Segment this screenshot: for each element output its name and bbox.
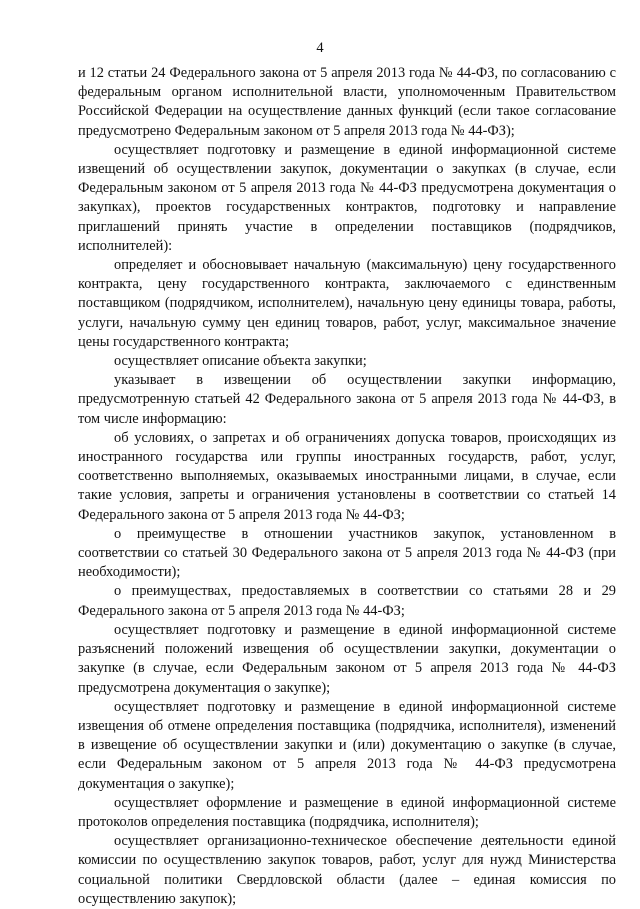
paragraph-publication-duties: осуществляет подготовку и размещение в единой информационной системе извещений об осуществлении закупок, документации о закупках (в случае, если Федеральным законом от 5 апреля 2013 года № 44-ФЗ предусмотрена документация о закупках), проектов государственных контрактов, подготовку и направление приглашений принять участие в определении поставщиков (подрядчиков, исполнителей): — [78, 141, 616, 254]
paragraph-notice-information: указывает в извещении об осуществлении закупки информацию, предусмотренную статьей 42 Федерального закона от 5 апреля 2013 года № 44-ФЗ, в том числе информацию: — [78, 372, 616, 427]
paragraph-foreign-goods-conditions: об условиях, о запретах и об ограничениях допуска товаров, происходящих из иностранного государства или группы иностранных государств, работ, услуг, соответственно выполняемых, оказываемых иностранными лицами, в случае, если такие условия, запреты и ограничения установлены в соответствии со статьей 14 Федерального закона от 5 апреля 2013 года № 44-ФЗ; — [78, 429, 616, 523]
paragraph-price-determination: определяет и обосновывает начальную (максимальную) цену государственного контракта, цену государственного контракта, заключаемого с единственным поставщиком (подрядчиком, исполнителем), начальную цену единицы товара, работы, услуги, начальную сумму цен единиц товаров, работ, услуг, максимальное значение цены государственного контракта; — [78, 257, 616, 350]
paragraph-continuation: и 12 статьи 24 Федерального закона от 5 апреля 2013 года № 44-ФЗ, по согласованию с федеральным органом исполнительной власти, уполномоченным Правительством Российской Федерации на осуществление данных функций (если такое согласование предусмотрено Федеральным законом от 5 апреля 2013 года № 44-ФЗ); — [78, 65, 616, 139]
paragraph-cancellation-notice: осуществляет подготовку и размещение в единой информационной системе извещения об отмене определения поставщика (подрядчика, исполнителя), изменений в извещение об осуществлении закупки и (или) документацию о закупке (в случае, если Федеральным законом от 5 апреля 2013 года № 44-ФЗ предусмотрена документация о закупке); — [78, 698, 616, 792]
paragraph-clarifications: осуществляет подготовку и размещение в единой информационной системе разъяснений положений извещения об осуществлении закупки, документации о закупке (в случае, если Федеральным законом от 5 апреля 2013 года № 44-ФЗ предусмотрена документация о закупке); — [78, 621, 616, 696]
paragraph-advantage-article-30: о преимуществе в отношении участников закупок, установленном в соответствии со статьей 30 Федерального закона от 5 апреля 2013 года № 44-ФЗ (при необходимости); — [78, 525, 616, 581]
paragraph-advantages-articles-28-29: о преимуществах, предоставляемых в соответствии со статьями 28 и 29 Федерального закона от 5 апреля 2013 года № 44-ФЗ; — [78, 583, 616, 619]
paragraph-protocols: осуществляет оформление и размещение в единой информационной системе протоколов определения поставщика (подрядчика, исполнителя); — [78, 794, 616, 830]
paragraph-object-description: осуществляет описание объекта закупки; — [114, 353, 367, 370]
paragraph-commission-support: осуществляет организационно-техническое обеспечение деятельности единой комиссии по осуществлению закупок товаров, работ, услуг для нужд Министерства социальной политики Свердловской области (далее – единая комиссия по осуществлению закупок); — [78, 833, 616, 907]
document-body — [78, 64, 616, 909]
page-number: 4 — [316, 40, 324, 56]
